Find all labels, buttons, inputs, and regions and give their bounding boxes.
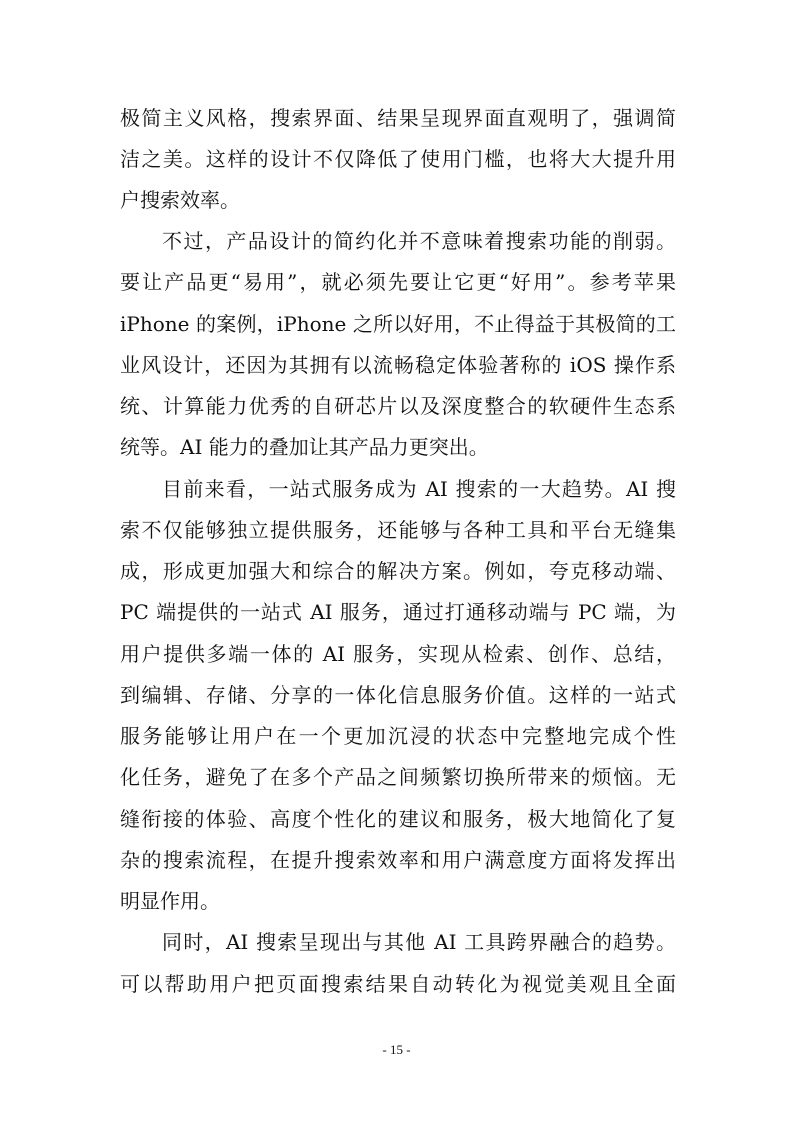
text-line: 杂的搜索流程，在提升搜索效率和用户满意度方面将发挥出 xyxy=(120,848,676,872)
text-line: 统、计算能力优秀的自研芯片以及深度整合的软硬件生态系 xyxy=(120,394,676,418)
text-line: 服务能够让用户在一个更加沉浸的状态中完整地完成个性 xyxy=(120,724,676,748)
text-line: PC 端提供的一站式 AI 服务，通过打通移动端与 PC 端，为 xyxy=(120,600,676,624)
text-line: 统等。AI 能力的叠加让其产品力更突出。 xyxy=(120,435,489,459)
text-line: 到编辑、存储、分享的一体化信息服务价值。这样的一站式 xyxy=(120,683,676,707)
text-line: 同时，AI 搜索呈现出与其他 AI 工具跨界融合的趋势。 xyxy=(162,930,676,954)
text-line: 可以帮助用户把页面搜索结果自动转化为视觉美观且全面 xyxy=(120,972,676,996)
text-line: 索不仅能够独立提供服务，还能够与各种工具和平台无缝集 xyxy=(120,518,676,542)
text-line: 用户提供多端一体的 AI 服务，实现从检索、创作、总结， xyxy=(120,642,676,666)
text-line: 户搜索效率。 xyxy=(120,188,240,212)
page-number: - 15 - xyxy=(382,1042,411,1057)
text-line: 化任务，避免了在多个产品之间频繁切换所带来的烦恼。无 xyxy=(120,765,676,789)
text-line: 明显作用。 xyxy=(120,889,220,913)
text-line: iPhone 的案例，iPhone 之所以好用，不止得益于其极简的工 xyxy=(120,312,676,336)
text-line: 极简主义风格，搜索界面、结果呈现界面直观明了，强调简 xyxy=(120,106,676,130)
text-line: 目前来看，一站式服务成为 AI 搜索的一大趋势。AI 搜 xyxy=(162,477,676,501)
text-line: 不过，产品设计的简约化并不意味着搜索功能的削弱。 xyxy=(162,229,676,253)
text-line: 缝衔接的体验、高度个性化的建议和服务，极大地简化了复 xyxy=(120,807,676,831)
text-line: 要让产品更“易用”，就必须先要让它更“好用”。参考苹果 xyxy=(120,270,676,294)
text-line: 业风设计，还因为其拥有以流畅稳定体验著称的 iOS 操作系 xyxy=(120,353,676,377)
text-line: 洁之美。这样的设计不仅降低了使用门槛，也将大大提升用 xyxy=(120,147,676,171)
text-line: 成，形成更加强大和综合的解决方案。例如，夸克移动端、 xyxy=(120,559,676,583)
